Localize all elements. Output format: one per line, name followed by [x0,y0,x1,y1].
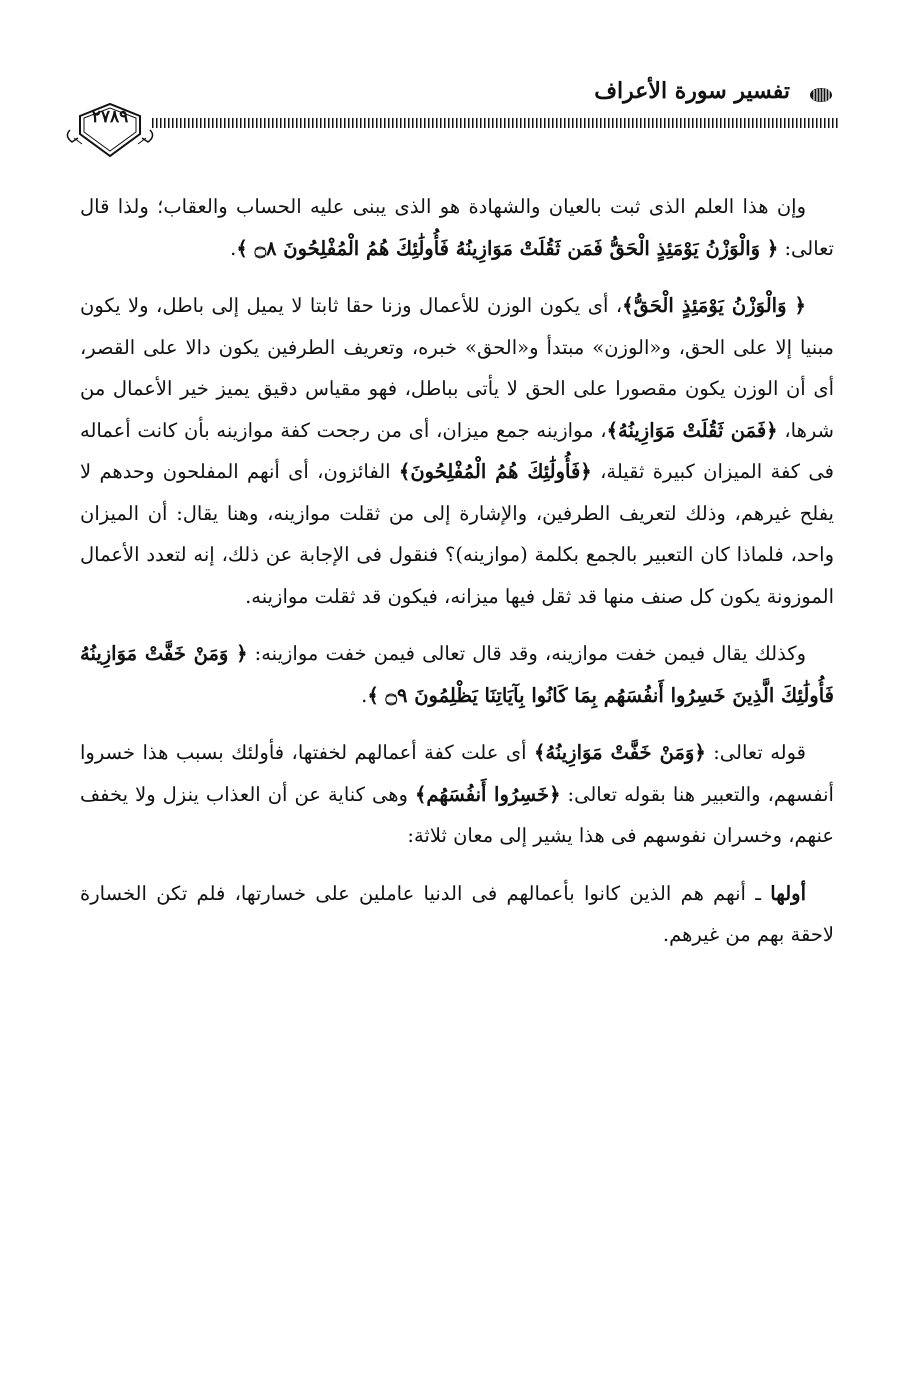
text-run: . [230,236,237,260]
ornament-icon [808,86,834,104]
quran-verse: ﴿ وَمَنْ خَفَّتْ مَوَازِينُهُ فَأُولَٰئِكَ الَّذِينَ خَسِرُوا أَنفُسَهُم بِمَا كَانُوا بِآيَاتِنَا يَظْلِمُونَ ۝٩ ﴾ [80,642,834,707]
paragraph [80,285,834,617]
text-run: وكذلك يقال فيمن خفت موازينه، وقد قال تعالى فيمن خفت موازينه: [247,642,807,665]
text-run: ، أى يكون الوزن للأعمال وزنا حقا ثابتا لا يميل إلى باطل، ولا يكون مبنيا إلا على الحق، و«الوزن» مبتدأ و«الحق» خبره، وتعريف الطرفين يكون دالا على القصر، أى أن الوزن يكون مقصورا على الحق لا يأتى بباطل، فهو مقياس دقيق يميز خير الأعمال من شرها، [80,294,834,442]
quran-verse: ﴿فَأُولَٰئِكَ هُمُ الْمُفْلِحُونَ﴾ [398,460,592,483]
point-label: أولها [770,881,806,905]
quran-verse: ﴿وَمَنْ خَفَّتْ مَوَازِينُهُ﴾ [533,741,706,764]
page-number: ٢٧٨٩ [91,107,129,127]
text-run: ـ أنهم هم الذين كانوا بأعمالهم فى الدنيا عاملين على خسارتها، فلم تكن الخسارة لاحقة بهم من غيرهم. [80,881,834,946]
text-run: قوله تعالى: [705,741,806,764]
text-run: الفائزون، أى أنهم المفلحون وحدهم لا يفلح غيرهم، وذلك لتعريف الطرفين، والإشارة إلى من ثقلت موازينه، وهنا يقال: أن الميزان واحد، فلماذا كان التعبير بالجمع بكلمة (موازينه)؟ فنقول فى الإجابة عن ذلك، إنه لتعدد الأعمال الموزونة يكون كل صنف منها قد ثقل فيها ميزانه، فيكون قد ثقلت موازينه. [80,460,834,608]
quran-verse: ﴿خَسِرُوا أَنفُسَهُم﴾ [414,782,561,806]
page-body [80,186,834,972]
text-run: وإن هذا العلم الذى ثبت بالعيان والشهادة هو الذى يبنى عليه الحساب والعقاب؛ ولذا قال تعالى: [80,195,834,260]
quran-verse: ﴿ وَالْوَزْنُ يَوْمَئِذٍ الْحَقُّ﴾ [622,294,806,317]
paragraph [80,186,834,269]
text-run: وهى كناية عن أن العذاب ينزل ولا يخفف عنهم، وخسران نفوسهم فى هذا يشير إلى معان ثلاثة: [80,782,834,847]
paragraph [80,633,834,716]
paragraph [80,732,834,857]
paragraph [80,873,834,956]
quran-verse: ﴿فَمَن ثَقُلَتْ مَوَازِينُهُ﴾ [606,418,778,442]
text-run: ، موازينه جمع ميزان، أى من رجحت كفة موازينه بأن كانت أعماله فى كفة الميزان كبيرة ثقيلة، [80,418,834,483]
page-header [60,78,840,168]
page-title: تفسير سورة الأعراف [594,78,790,104]
quran-verse: ﴿ وَالْوَزْنُ يَوْمَئِذٍ الْحَقُّ فَمَن ثَقُلَتْ مَوَازِينُهُ فَأُولَٰئِكَ هُمُ الْمُفْلِحُونَ ۝٨ ﴾ [236,236,779,260]
text-run: أى علت كفة أعمالهم لخفتها، فأولئك بسبب هذا خسروا أنفسهم، والتعبير هنا بقوله تعالى: [80,741,834,806]
text-run: . [361,683,368,707]
header-rule [152,118,840,128]
